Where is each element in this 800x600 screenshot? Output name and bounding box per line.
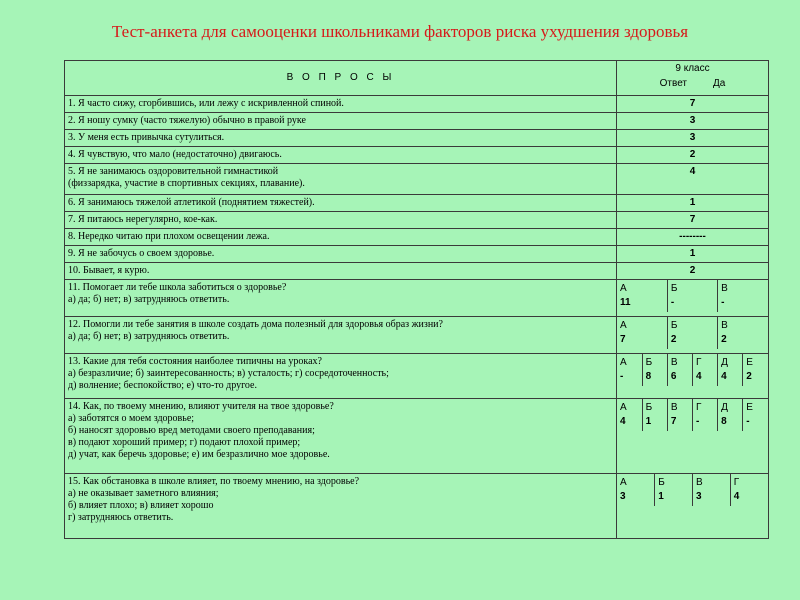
option-letter: Д — [721, 357, 728, 368]
option-letter: А — [620, 477, 627, 488]
questions-header: В О П Р О С Ы — [65, 61, 617, 96]
option-value: - — [746, 416, 750, 427]
option-value: 4 — [620, 416, 626, 427]
question-row — [65, 474, 769, 539]
option-value: - — [620, 371, 624, 382]
question-text — [65, 212, 617, 229]
options-grid — [617, 354, 768, 386]
answer-value: 3 — [617, 130, 769, 147]
question-text — [65, 229, 617, 246]
question-line: 14. Как, по твоему мнению, влияют учителя на твое здоровье? — [68, 401, 334, 412]
question-row — [65, 195, 769, 212]
option-letter: Г — [695, 357, 702, 368]
option-cell — [655, 474, 693, 506]
answer-value: 1 — [617, 195, 769, 212]
option-cell — [718, 317, 768, 349]
question-text — [65, 130, 617, 147]
question-row — [65, 229, 769, 246]
question-line: 11. Помогает ли тебе школа заботиться о здоровье? — [68, 282, 287, 293]
option-cell — [718, 399, 743, 431]
question-text — [65, 113, 617, 130]
option-cell — [617, 354, 642, 386]
question-line: д) волнение; беспокойство; е) что-то другое. — [68, 380, 257, 391]
question-text — [65, 147, 617, 164]
answer-value: -------- — [617, 229, 769, 246]
question-line: 8. Нередко читаю при плохом освещении лежа. — [68, 231, 270, 242]
option-letter: Е — [746, 402, 753, 413]
option-cell — [667, 317, 717, 349]
option-letter: А — [620, 320, 627, 331]
question-text — [65, 354, 617, 399]
option-letter: Д — [721, 402, 728, 413]
options-grid — [617, 474, 768, 506]
survey-table — [64, 60, 769, 539]
question-line: а) да; б) нет; в) затрудняюсь ответить. — [68, 331, 230, 342]
answer-options — [617, 399, 769, 474]
option-letter: В — [721, 320, 728, 331]
option-value: 3 — [696, 491, 702, 502]
option-letter: Б — [670, 320, 678, 331]
option-cell — [718, 354, 743, 386]
option-cell — [730, 474, 768, 506]
option-letter: А — [620, 357, 627, 368]
question-line: а) не оказывает заметного влияния; — [68, 488, 219, 499]
question-row — [65, 246, 769, 263]
option-value: - — [695, 416, 700, 427]
option-letter: Г — [733, 477, 740, 488]
question-row — [65, 399, 769, 474]
option-letter: Е — [746, 357, 753, 368]
question-row — [65, 130, 769, 147]
option-letter: В — [721, 283, 728, 294]
option-letter: Б — [670, 283, 678, 294]
option-value: 7 — [620, 334, 626, 345]
question-line: в) подают хороший пример; г) подают плохой пример; — [68, 437, 301, 448]
option-cell — [692, 354, 717, 386]
option-cell — [718, 280, 768, 312]
question-text — [65, 474, 617, 539]
option-value: 11 — [620, 297, 631, 308]
question-row — [65, 164, 769, 195]
option-cell — [617, 317, 667, 349]
question-line: 1. Я часто сижу, сгорбившись, или лежу с искривленной спиной. — [68, 98, 344, 109]
question-line: а) да; б) нет; в) затрудняюсь ответить. — [68, 294, 230, 305]
option-value: 3 — [620, 491, 626, 502]
question-line: 10. Бывает, я курю. — [68, 265, 150, 276]
grade-label: 9 класс — [675, 63, 710, 74]
page-title: Тест-анкета для самооценки школьниками факторов риска ухудшения здоровья — [111, 22, 689, 41]
question-text — [65, 195, 617, 212]
question-text — [65, 399, 617, 474]
option-cell — [642, 399, 667, 431]
question-line: 2. Я ношу сумку (часто тяжелую) обычно в правой руке — [68, 115, 306, 126]
question-line: б) влияет плохо; в) влияет хорошо — [68, 500, 214, 511]
option-cell — [667, 280, 717, 312]
answer-options — [617, 354, 769, 399]
question-line: г) затрудняюсь ответить. — [68, 512, 174, 523]
answer-options — [617, 280, 769, 317]
yes-label: Да — [713, 78, 726, 89]
question-text — [65, 280, 617, 317]
question-line: б) наносят здоровью вред методами своего преподавания; — [68, 425, 315, 436]
option-value: 8 — [645, 371, 652, 382]
question-row — [65, 354, 769, 399]
option-value: 1 — [645, 416, 652, 427]
answer-label: Ответ — [659, 78, 688, 89]
option-value: 4 — [695, 371, 702, 382]
question-row — [65, 263, 769, 280]
option-value: 6 — [670, 371, 677, 382]
option-value: 4 — [733, 491, 740, 502]
answer-value: 3 — [617, 113, 769, 130]
question-text — [65, 263, 617, 280]
option-letter: Б — [658, 477, 665, 488]
option-cell — [743, 354, 768, 386]
question-row — [65, 96, 769, 113]
option-letter: Б — [645, 402, 653, 413]
option-letter: А — [620, 283, 627, 294]
question-row — [65, 113, 769, 130]
options-grid — [617, 280, 768, 312]
option-cell — [693, 474, 731, 506]
option-value: - — [721, 297, 725, 308]
question-row — [65, 280, 769, 317]
option-letter: В — [670, 402, 678, 413]
question-line: 13. Какие для тебя состояния наиболее типичны на уроках? — [68, 356, 322, 367]
option-value: 2 — [746, 371, 752, 382]
option-value: 2 — [670, 334, 677, 345]
answer-options — [617, 474, 769, 539]
option-letter: Б — [645, 357, 653, 368]
question-line: 9. Я не забочусь о своем здоровье. — [68, 248, 215, 259]
option-cell — [617, 280, 667, 312]
option-cell — [692, 399, 717, 431]
header-row — [65, 61, 769, 96]
question-line: 7. Я питаюсь нерегулярно, кое-как. — [68, 214, 218, 225]
question-line: 5. Я не занимаюсь оздоровительной гимнастикой — [68, 166, 279, 177]
option-cell — [642, 354, 667, 386]
question-line: 15. Как обстановка в школе влияет, по твоему мнению, на здоровье? — [68, 476, 360, 487]
question-line: 12. Помогли ли тебе занятия в школе создать дома полезный для здоровья образ жизни? — [68, 319, 443, 330]
option-value: 8 — [721, 416, 727, 427]
options-grid — [617, 399, 768, 431]
option-cell — [743, 399, 768, 431]
option-value: 7 — [670, 416, 677, 427]
option-value: 2 — [721, 334, 727, 345]
option-cell — [617, 399, 642, 431]
question-text — [65, 317, 617, 354]
option-cell — [617, 474, 655, 506]
answer-value: 1 — [617, 246, 769, 263]
answer-value: 4 — [617, 164, 769, 195]
answer-options — [617, 317, 769, 354]
option-cell — [667, 399, 692, 431]
question-row — [65, 317, 769, 354]
option-letter: В — [670, 357, 678, 368]
question-line: а) заботятся о моем здоровье; — [68, 413, 195, 424]
question-text — [65, 164, 617, 195]
option-value: 1 — [658, 491, 664, 502]
option-letter: Г — [695, 402, 702, 413]
question-line: д) учат, как беречь здоровье; е) им безразлично мое здоровье. — [68, 449, 330, 460]
answer-value: 2 — [617, 263, 769, 280]
question-line: 6. Я занимаюсь тяжелой атлетикой (поднятием тяжестей). — [68, 197, 315, 208]
options-grid — [617, 317, 768, 349]
question-line: 3. У меня есть привычка сутулиться. — [68, 132, 225, 143]
option-letter: В — [696, 477, 703, 488]
answer-value: 2 — [617, 147, 769, 164]
question-row — [65, 212, 769, 229]
question-line: (физзарядка, участие в спортивных секциях, плавание). — [68, 178, 305, 189]
question-line: 4. Я чувствую, что мало (недостаточно) двигаюсь. — [68, 149, 282, 160]
option-value: 4 — [721, 371, 727, 382]
question-row — [65, 147, 769, 164]
answer-value: 7 — [617, 96, 769, 113]
answer-value: 7 — [617, 212, 769, 229]
question-line: а) безразличие; б) заинтересованность; в) усталость; г) сосредоточенность; — [68, 368, 389, 379]
question-text — [65, 246, 617, 263]
question-text — [65, 96, 617, 113]
option-letter: А — [620, 402, 627, 413]
option-value: - — [670, 297, 675, 308]
answer-header — [617, 61, 769, 96]
option-cell — [667, 354, 692, 386]
